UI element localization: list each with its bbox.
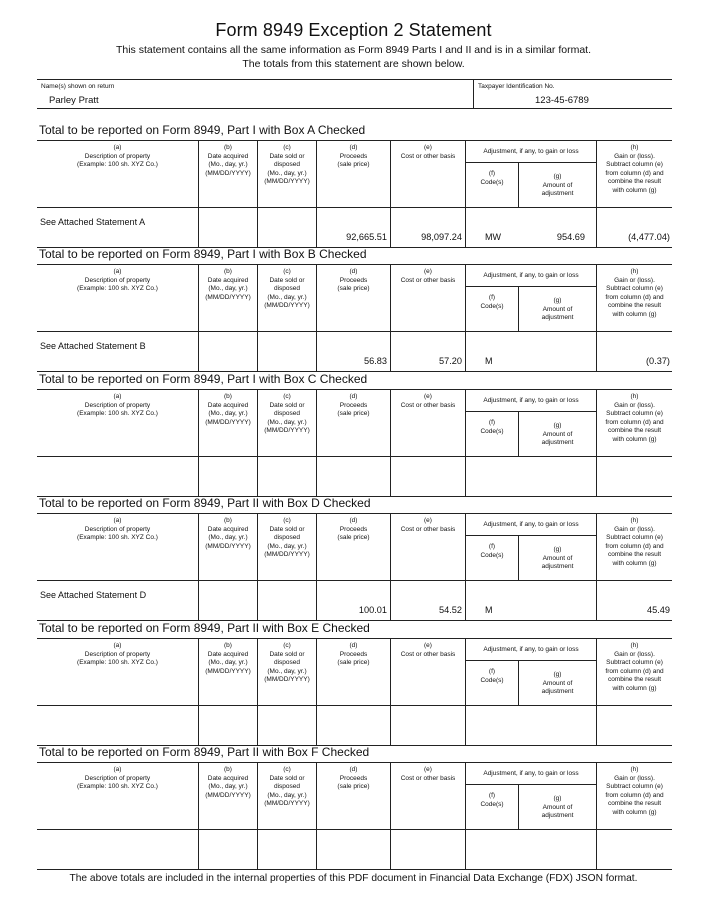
section-table — [37, 762, 672, 870]
section-table — [37, 513, 672, 621]
taxpayer-name: Parley Pratt — [49, 95, 99, 106]
col-h-header-line: with column (g) — [612, 310, 657, 318]
col-c-header-line: disposed — [273, 659, 301, 667]
col-a-header-line: Description of property — [84, 276, 151, 284]
col-e-header — [391, 766, 465, 783]
col-b-header — [199, 393, 257, 427]
section-title: Total to be reported on Form 8949, Part II with Box F Checked — [39, 745, 370, 759]
col-adjustment-header — [466, 397, 596, 406]
col-a-header — [39, 268, 196, 294]
col-b-header-line: (MM/DD/YYYY) — [205, 293, 251, 301]
col-h-header — [597, 393, 672, 445]
cost-cell: 57.20 — [439, 356, 462, 366]
col-h-header-line: with column (g) — [612, 186, 657, 194]
col-h-header — [597, 766, 672, 818]
code-cell: M — [485, 605, 493, 615]
col-adj-header-line: Adjustment, if any, to gain or loss — [483, 521, 579, 528]
code-cell: MW — [485, 232, 501, 242]
description-cell: See Attached Statement A — [40, 217, 146, 227]
col-b-header-line: (b) — [224, 393, 232, 400]
col-h-header-line: (h) — [630, 766, 639, 773]
col-adj-header-line: Adjustment, if any, to gain or loss — [483, 646, 579, 653]
col-f-header-line: Code(s) — [480, 178, 504, 186]
col-b-header-line: Date acquired — [207, 276, 249, 284]
col-f-header — [466, 294, 518, 311]
col-d-header-line: (d) — [349, 268, 358, 275]
col-c-header-line: Date sold or — [269, 401, 305, 409]
col-adj-header-line: Adjustment, if any, to gain or loss — [483, 272, 579, 279]
col-g-header-line: Amount of — [542, 803, 573, 811]
col-d-header — [317, 268, 390, 294]
col-d-header-line: (d) — [349, 642, 358, 649]
col-h-header — [597, 642, 672, 694]
col-e-header-line: Cost or other basis — [400, 525, 456, 533]
tin-label: Taxpayer Identification No. — [478, 83, 555, 90]
col-c-header-line: disposed — [273, 161, 301, 169]
col-a-header-line: Description of property — [84, 152, 151, 160]
col-c-header — [258, 144, 316, 187]
col-c-header-line: (c) — [283, 144, 291, 151]
col-c-header-line: (c) — [283, 393, 291, 400]
proceeds-cell: 100.01 — [358, 605, 387, 615]
col-a-header-line: (Example: 100 sh. XYZ Co.) — [77, 410, 158, 418]
col-g-header-line: (g) — [553, 671, 562, 678]
row-divider — [37, 456, 672, 457]
col-a-header-line: (Example: 100 sh. XYZ Co.) — [77, 161, 158, 169]
col-h-header-line: Subtract column (e) — [606, 659, 663, 667]
taxpayer-divider — [473, 80, 474, 108]
col-h-header-line: (h) — [630, 393, 639, 400]
col-b-header-line: (b) — [224, 642, 232, 649]
col-h-header-line: Gain or (loss). — [614, 774, 655, 782]
col-h-header-line: Subtract column (e) — [606, 410, 663, 418]
section-title: Total to be reported on Form 8949, Part II with Box D Checked — [39, 496, 371, 510]
taxpayer-info-box — [37, 79, 672, 109]
col-g-header-line: Amount of — [542, 181, 573, 189]
col-g-header-line: Amount of — [542, 679, 573, 687]
col-h-header-line: combine the result — [607, 427, 662, 435]
col-c-header-line: (Mo., day, yr.) — [267, 293, 307, 301]
col-e-header-line: (e) — [424, 144, 432, 151]
col-c-header-line: (MM/DD/YYYY) — [264, 800, 310, 808]
col-h-header-line: combine the result — [607, 551, 662, 559]
section-title: Total to be reported on Form 8949, Part I with Box C Checked — [39, 372, 368, 386]
col-h-header — [597, 268, 672, 320]
col-a-header — [39, 144, 196, 170]
col-f-header — [466, 668, 518, 685]
section-5 — [37, 745, 672, 868]
col-a-header — [39, 393, 196, 419]
col-g-header-line: Amount of — [542, 430, 573, 438]
col-c-header-line: (MM/DD/YYYY) — [264, 302, 310, 310]
col-d-header-line: (sale price) — [337, 534, 370, 542]
col-g-header-line: (g) — [553, 795, 562, 802]
col-d-header-line: (d) — [349, 517, 358, 524]
col-h-header-line: Gain or (loss). — [614, 276, 655, 284]
col-c-header-line: (Mo., day, yr.) — [267, 791, 307, 799]
col-h-header-line: Gain or (loss). — [614, 650, 655, 658]
col-c-header-line: (c) — [283, 517, 291, 524]
col-e-header — [391, 517, 465, 534]
col-b-header-line: (b) — [224, 517, 232, 524]
col-d-header-line: Proceeds — [339, 774, 368, 782]
col-adjustment-header — [466, 521, 596, 530]
col-h-header-line: from column (d) and — [605, 169, 664, 177]
col-c-header-line: Date sold or — [269, 650, 305, 658]
col-c-header-line: (c) — [283, 642, 291, 649]
col-b-header-line: (b) — [224, 766, 232, 773]
col-e-header-line: (e) — [424, 766, 432, 773]
col-h-header-line: Subtract column (e) — [606, 285, 663, 293]
col-g-header-line: (g) — [553, 546, 562, 553]
col-g-header-line: (g) — [553, 422, 562, 429]
section-table — [37, 140, 672, 248]
col-adj-header-line: Adjustment, if any, to gain or loss — [483, 397, 579, 404]
col-g-header — [519, 671, 596, 697]
proceeds-cell: 92,665.51 — [346, 232, 387, 242]
col-h-header-line: (h) — [630, 517, 639, 524]
col-b-header-line: (MM/DD/YYYY) — [205, 169, 251, 177]
col-a-header-line: (Example: 100 sh. XYZ Co.) — [77, 659, 158, 667]
col-e-header — [391, 642, 465, 659]
col-a-header — [39, 517, 196, 543]
col-a-header-line: Description of property — [84, 401, 151, 409]
col-f-header-line: Code(s) — [480, 551, 504, 559]
subtitle-line-2: The totals from this statement are shown below. — [242, 58, 465, 70]
col-h-header-line: Subtract column (e) — [606, 161, 663, 169]
col-adjustment-header — [466, 646, 596, 655]
col-adjustment-header — [466, 770, 596, 779]
col-g-header-line: (g) — [553, 173, 562, 180]
col-a-header-line: (a) — [113, 766, 122, 773]
col-divider — [465, 265, 466, 371]
col-c-header — [258, 268, 316, 311]
col-b-header-line: (Mo., day, yr.) — [208, 534, 248, 542]
col-c-header-line: Date sold or — [269, 525, 305, 533]
col-h-header — [597, 517, 672, 569]
col-d-header-line: (sale price) — [337, 410, 370, 418]
section-3 — [37, 496, 672, 619]
col-f-header — [466, 419, 518, 436]
col-b-header-line: (MM/DD/YYYY) — [205, 667, 251, 675]
col-a-header-line: (a) — [113, 144, 122, 151]
col-d-header-line: Proceeds — [339, 650, 368, 658]
adjustment-divider — [465, 784, 596, 785]
col-h-header-line: with column (g) — [612, 808, 657, 816]
taxpayer-tin: 123-45-6789 — [535, 95, 589, 106]
adjustment-divider — [465, 411, 596, 412]
col-h-header-line: combine the result — [607, 676, 662, 684]
col-c-header-line: (Mo., day, yr.) — [267, 542, 307, 550]
col-c-header — [258, 517, 316, 560]
col-d-header-line: (sale price) — [337, 161, 370, 169]
section-table — [37, 638, 672, 746]
col-c-header-line: (MM/DD/YYYY) — [264, 178, 310, 186]
col-c-header-line: (c) — [283, 766, 291, 773]
col-h-header-line: (h) — [630, 642, 639, 649]
col-a-header — [39, 642, 196, 668]
col-c-header-line: disposed — [273, 534, 301, 542]
col-a-header-line: Description of property — [84, 525, 151, 533]
col-c-header-line: Date sold or — [269, 152, 305, 160]
section-title: Total to be reported on Form 8949, Part II with Box E Checked — [39, 621, 370, 635]
col-f-header-line: Code(s) — [480, 302, 504, 310]
col-h-header-line: Gain or (loss). — [614, 152, 655, 160]
col-h-header-line: combine the result — [607, 800, 662, 808]
col-c-header-line: (MM/DD/YYYY) — [264, 676, 310, 684]
col-divider — [465, 763, 466, 869]
proceeds-cell: 56.83 — [364, 356, 387, 366]
col-divider — [465, 141, 466, 247]
section-2 — [37, 372, 672, 495]
col-e-header-line: Cost or other basis — [400, 401, 456, 409]
col-d-header-line: (sale price) — [337, 659, 370, 667]
col-d-header-line: Proceeds — [339, 401, 368, 409]
col-b-header-line: (Mo., day, yr.) — [208, 161, 248, 169]
col-h-header-line: with column (g) — [612, 559, 657, 567]
col-h-header-line: combine the result — [607, 178, 662, 186]
col-f-header-line: Code(s) — [480, 427, 504, 435]
col-f-header-line: (f) — [488, 170, 496, 177]
col-a-header-line: Description of property — [84, 650, 151, 658]
col-g-header-line: adjustment — [541, 439, 574, 447]
col-c-header-line: (Mo., day, yr.) — [267, 418, 307, 426]
col-h-header-line: (h) — [630, 268, 639, 275]
subtitle-line-1: This statement contains all the same information as Form 8949 Parts I and II and is in a similar format. — [115, 44, 592, 56]
col-b-header-line: (MM/DD/YYYY) — [205, 418, 251, 426]
section-table — [37, 389, 672, 497]
col-a-header-line: (a) — [113, 393, 122, 400]
col-b-header-line: (Mo., day, yr.) — [208, 783, 248, 791]
col-c-header-line: disposed — [273, 410, 301, 418]
col-c-header-line: (Mo., day, yr.) — [267, 169, 307, 177]
col-b-header-line: Date acquired — [207, 774, 249, 782]
col-b-header-line: (Mo., day, yr.) — [208, 285, 248, 293]
adjustment-cell: 954.69 — [556, 232, 585, 242]
col-e-header — [391, 268, 465, 285]
col-d-header — [317, 393, 390, 419]
col-f-header — [466, 792, 518, 809]
col-d-header-line: Proceeds — [339, 276, 368, 284]
col-e-header-line: (e) — [424, 393, 432, 400]
col-d-header-line: (d) — [349, 766, 358, 773]
col-d-header — [317, 144, 390, 170]
col-e-header-line: Cost or other basis — [400, 152, 456, 160]
col-f-header-line: (f) — [488, 668, 496, 675]
col-g-header-line: Amount of — [542, 554, 573, 562]
col-a-header-line: Description of property — [84, 774, 151, 782]
col-g-header-line: adjustment — [541, 812, 574, 820]
col-g-header-line: adjustment — [541, 314, 574, 322]
col-d-header-line: (d) — [349, 144, 358, 151]
section-1 — [37, 247, 672, 370]
col-h-header-line: Gain or (loss). — [614, 525, 655, 533]
col-e-header — [391, 393, 465, 410]
col-c-header-line: Date sold or — [269, 276, 305, 284]
col-b-header-line: (b) — [224, 268, 232, 275]
col-c-header-line: disposed — [273, 285, 301, 293]
col-b-header-line: Date acquired — [207, 152, 249, 160]
col-g-header-line: adjustment — [541, 563, 574, 571]
col-c-header-line: Date sold or — [269, 774, 305, 782]
col-h-header-line: Gain or (loss). — [614, 401, 655, 409]
col-b-header-line: (Mo., day, yr.) — [208, 659, 248, 667]
section-table — [37, 264, 672, 372]
section-title: Total to be reported on Form 8949, Part I with Box B Checked — [39, 247, 367, 261]
col-h-header-line: with column (g) — [612, 435, 657, 443]
col-f-header-line: (f) — [488, 419, 496, 426]
col-e-header-line: (e) — [424, 642, 432, 649]
col-e-header-line: Cost or other basis — [400, 774, 456, 782]
section-4 — [37, 621, 672, 744]
col-g-header — [519, 297, 596, 323]
gain-cell: 45.49 — [647, 605, 670, 615]
col-f-header-line: Code(s) — [480, 676, 504, 684]
col-adjustment-header — [466, 148, 596, 157]
col-e-header-line: Cost or other basis — [400, 650, 456, 658]
section-0 — [37, 123, 672, 246]
col-h-header-line: from column (d) and — [605, 791, 664, 799]
col-b-header-line: Date acquired — [207, 650, 249, 658]
col-g-header-line: Amount of — [542, 305, 573, 313]
description-cell: See Attached Statement B — [40, 341, 146, 351]
adjustment-divider — [465, 535, 596, 536]
col-h-header-line: from column (d) and — [605, 667, 664, 675]
col-d-header-line: (sale price) — [337, 783, 370, 791]
col-g-header-line: adjustment — [541, 190, 574, 198]
col-b-header — [199, 766, 257, 800]
page-title: Form 8949 Exception 2 Statement — [215, 20, 492, 40]
col-e-header-line: (e) — [424, 517, 432, 524]
col-h-header-line: from column (d) and — [605, 418, 664, 426]
col-d-header-line: (sale price) — [337, 285, 370, 293]
col-e-header-line: Cost or other basis — [400, 276, 456, 284]
cost-cell: 98,097.24 — [421, 232, 462, 242]
col-e-header — [391, 144, 465, 161]
section-title: Total to be reported on Form 8949, Part I with Box A Checked — [39, 123, 366, 137]
col-b-header — [199, 144, 257, 178]
col-h-header-line: from column (d) and — [605, 542, 664, 550]
col-g-header — [519, 795, 596, 821]
col-b-header-line: (Mo., day, yr.) — [208, 410, 248, 418]
col-h-header-line: (h) — [630, 144, 639, 151]
row-divider — [37, 331, 672, 332]
name-label: Name(s) shown on return — [41, 83, 115, 90]
col-b-header-line: (MM/DD/YYYY) — [205, 542, 251, 550]
col-h-header-line: from column (d) and — [605, 293, 664, 301]
col-h-header-line: combine the result — [607, 302, 662, 310]
col-c-header-line: (c) — [283, 268, 291, 275]
col-b-header-line: (b) — [224, 144, 232, 151]
col-a-header-line: (a) — [113, 642, 122, 649]
row-divider — [37, 580, 672, 581]
col-c-header-line: disposed — [273, 783, 301, 791]
col-d-header-line: Proceeds — [339, 525, 368, 533]
col-adj-header-line: Adjustment, if any, to gain or loss — [483, 148, 579, 155]
adjustment-divider — [465, 286, 596, 287]
col-b-header — [199, 517, 257, 551]
col-h-header-line: Subtract column (e) — [606, 783, 663, 791]
col-c-header — [258, 766, 316, 809]
row-divider — [37, 207, 672, 208]
col-a-header-line: (Example: 100 sh. XYZ Co.) — [77, 783, 158, 791]
col-divider — [465, 639, 466, 745]
code-cell: M — [485, 356, 493, 366]
col-c-header-line: (MM/DD/YYYY) — [264, 551, 310, 559]
col-f-header-line: (f) — [488, 543, 496, 550]
col-f-header — [466, 170, 518, 187]
col-f-header — [466, 543, 518, 560]
col-a-header-line: (Example: 100 sh. XYZ Co.) — [77, 534, 158, 542]
col-adj-header-line: Adjustment, if any, to gain or loss — [483, 770, 579, 777]
col-g-header-line: (g) — [553, 297, 562, 304]
col-e-header-line: (e) — [424, 268, 432, 275]
col-c-header — [258, 393, 316, 436]
col-b-header-line: Date acquired — [207, 525, 249, 533]
col-f-header-line: Code(s) — [480, 800, 504, 808]
col-g-header — [519, 546, 596, 572]
col-d-header-line: Proceeds — [339, 152, 368, 160]
col-a-header-line: (a) — [113, 517, 122, 524]
col-a-header-line: (a) — [113, 268, 122, 275]
col-c-header-line: (MM/DD/YYYY) — [264, 427, 310, 435]
col-b-header-line: Date acquired — [207, 401, 249, 409]
adjustment-divider — [465, 162, 596, 163]
col-f-header-line: (f) — [488, 792, 496, 799]
col-b-header — [199, 268, 257, 302]
col-a-header-line: (Example: 100 sh. XYZ Co.) — [77, 285, 158, 293]
col-d-header-line: (d) — [349, 393, 358, 400]
col-d-header — [317, 517, 390, 543]
col-g-header — [519, 173, 596, 199]
row-divider — [37, 705, 672, 706]
col-c-header — [258, 642, 316, 685]
col-b-header — [199, 642, 257, 676]
gain-cell: (0.37) — [645, 356, 670, 366]
col-d-header — [317, 766, 390, 792]
col-h-header-line: with column (g) — [612, 684, 657, 692]
description-cell: See Attached Statement D — [40, 590, 147, 600]
gain-cell: (4,477.04) — [628, 232, 670, 242]
col-d-header — [317, 642, 390, 668]
col-divider — [465, 390, 466, 496]
col-divider — [465, 514, 466, 620]
col-adjustment-header — [466, 272, 596, 281]
cost-cell: 54.52 — [439, 605, 462, 615]
col-b-header-line: (MM/DD/YYYY) — [205, 791, 251, 799]
footer-note: The above totals are included in the internal properties of this PDF document in Financial Data Exchange (FDX) JSON format. — [69, 873, 638, 884]
col-g-header — [519, 422, 596, 448]
col-h-header-line: Subtract column (e) — [606, 534, 663, 542]
col-c-header-line: (Mo., day, yr.) — [267, 667, 307, 675]
col-g-header-line: adjustment — [541, 688, 574, 696]
adjustment-divider — [465, 660, 596, 661]
row-divider — [37, 829, 672, 830]
col-f-header-line: (f) — [488, 294, 496, 301]
col-h-header — [597, 144, 672, 196]
col-a-header — [39, 766, 196, 792]
